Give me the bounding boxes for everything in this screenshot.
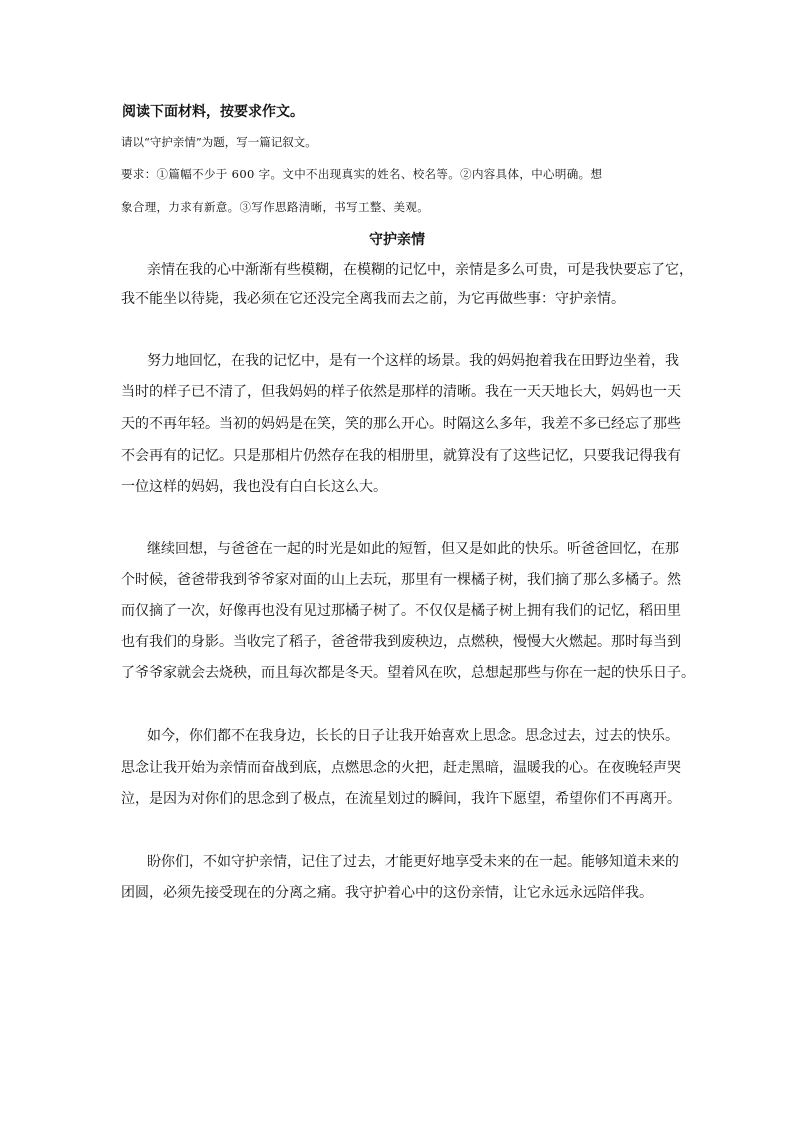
paragraph-line: 如今，你们都不在我身边，长长的日子让我开始喜欢上思念。思念过去，过去的快乐。 xyxy=(147,728,679,744)
requirements-line-2: 象合理，力求有新意。③写作思路清晰，书写工整、美观。 xyxy=(121,200,430,214)
paragraph-line: 盼你们，不如守护亲情，记住了过去，才能更好地享受未来的在一起。能够知道未来的 xyxy=(147,854,679,870)
paragraph-line: 我不能坐以待毙，我必须在它还没完全离我而去之前，为它再做些事：守护亲情。 xyxy=(121,291,625,307)
paragraph-line: 而仅摘了一次，好像再也没有见过那橘子树了。不仅仅是橘子树上拥有我们的记忆，稻田里 xyxy=(121,603,681,619)
paragraph-line: 了爷爷家就会去烧秧，而且每次都是冬天。望着风在吹，总想起那些与你在一起的快乐日子。 xyxy=(121,665,695,681)
paragraph-line: 思念让我开始为亲情而奋战到底，点燃思念的火把，赶走黑暗，温暖我的心。在夜晚轻声哭 xyxy=(121,760,681,776)
paragraph-line: 继续回想，与爸爸在一起的时光是如此的短暂，但又是如此的快乐。听爸爸回忆，在那 xyxy=(147,541,679,557)
paragraph-line: 天的不再年轻。当初的妈妈是在笑，笑的那么开心。时隔这么多年，我差不多已经忘了那些 xyxy=(121,416,681,432)
requirements-line-1: 要求：①篇幅不少于 600 字。文中不出现真实的姓名、校名等。②内容具体，中心明确。想 xyxy=(121,167,603,181)
paragraph-line: 当时的样子已不清了，但我妈妈的样子依然是那样的清晰。我在一天天地长大，妈妈也一天 xyxy=(121,384,681,400)
paragraph-line: 也有我们的身影。当收完了稻子，爸爸带我到废秧边，点燃秧，慢慢大火燃起。那时每当到 xyxy=(121,634,681,650)
paragraph-line: 团圆，必须先接受现在的分离之痛。我守护着心中的这份亲情，让它永远永远陪伴我。 xyxy=(121,885,653,901)
paragraph-line: 一位这样的妈妈，我也没有白白长这么大。 xyxy=(121,479,387,495)
instruction-heading: 阅读下面材料，按要求作文。 xyxy=(122,104,304,120)
instruction-prompt: 请以“守护亲情”为题，写一篇记叙文。 xyxy=(121,135,317,149)
paragraph-line: 个时候，爸爸带我到爷爷家对面的山上去玩，那里有一棵橘子树，我们摘了那么多橘子。然 xyxy=(121,572,681,588)
paragraph-line: 不会再有的记忆。只是那相片仍然存在我的相册里，就算没有了这些记忆，只要我记得我有 xyxy=(121,448,681,464)
paragraph-line: 泣，是因为对你们的思念到了极点，在流星划过的瞬间，我许下愿望，希望你们不再离开。 xyxy=(121,791,681,807)
essay-title: 守护亲情 xyxy=(369,232,425,248)
paragraph-line: 努力地回忆，在我的记忆中，是有一个这样的场景。我的妈妈抱着我在田野边坐着，我 xyxy=(147,353,679,369)
paragraph-line: 亲情在我的心中渐渐有些模糊，在模糊的记忆中，亲情是多么可贵，可是我快要忘了它， xyxy=(147,262,693,278)
